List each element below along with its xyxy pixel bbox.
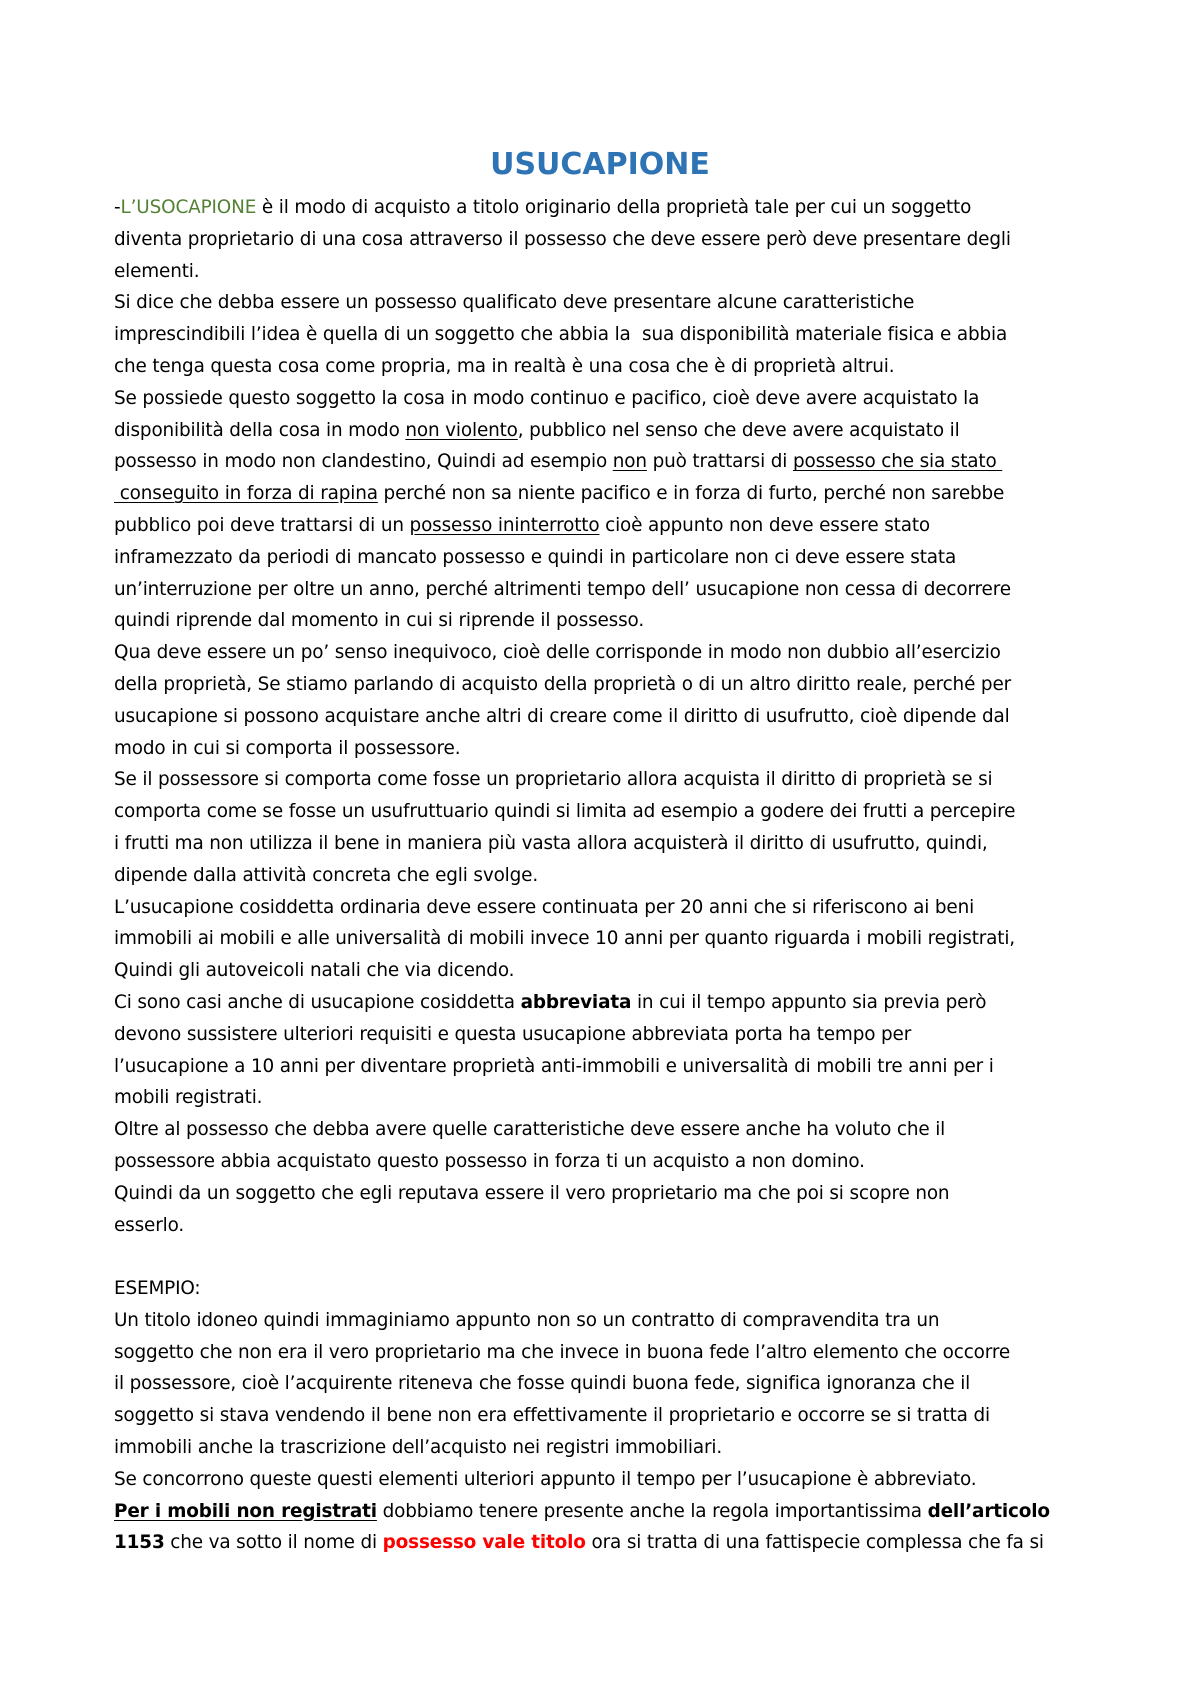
paragraph-unequivocal: Qua deve essere un po’ senso inequivoco, cioè delle corrisponde in modo non dubbio all’esercizio della proprietà, Se stiamo parlando di acquisto della proprietà o di un altro diritto reale, perché per usucapione si possono acquistare anche altri di creare come il diritto di usufrutto, cioè dipende dal modo in cui si comporta il possessore.: [114, 642, 1012, 759]
underlined-non: non: [612, 451, 647, 473]
red-possesso-vale-titolo: possesso vale titolo: [382, 1532, 586, 1554]
bold-article: dell’articolo 1153: [114, 1500, 1050, 1554]
underlined-ininterrotto: possesso ininterrotto: [409, 514, 600, 536]
paragraph-definition: [114, 197, 1011, 282]
underlined-non-violento: non violento: [405, 419, 518, 441]
paragraph-example: Un titolo idoneo quindi immaginiamo appunto non so un contratto di compravendita tra un soggetto che non era il vero proprietario ma che invece in buona fede l’altro elemento che occorre il possessore, cioè l’acquirente riteneva che fosse quindi buona fede, significa ignoranza che il soggetto si stava vendendo il bene non era effettivamente il proprietario e occorre se si tratta di immobili anche la trascrizione dell’acquisto nei registri immobiliari.: [114, 1309, 1011, 1459]
document-title: USUCAPIONE: [490, 147, 710, 182]
text-segment: dobbiamo tenere presente anche la regola importantissima: [376, 1500, 928, 1522]
dash-prefix: -: [114, 197, 121, 218]
term-usocapione: L’USOCAPIONE: [120, 197, 257, 218]
document-body: [114, 192, 1094, 1559]
paragraph-abbreviated-time: Se concorrono queste questi elementi ulteriori appunto il tempo per l’usucapione è abbreviato.: [114, 1468, 977, 1490]
text-segment: cioè appunto non deve essere stato inframezzato da periodi di mancato possesso e quindi in particolare non ci deve essere stata un’interruzione per oltre un anno, perché altrimenti tempo dell’ usucapione non cessa di decorrere quindi riprende dal momento in cui si riprende il possesso.: [114, 514, 1011, 632]
paragraph-true-owner: Quindi da un soggetto che egli reputava essere il vero proprietario ma che poi si scopre non esserlo.: [114, 1182, 950, 1236]
text-segment: ora si tratta di una fattispecie complessa che fa si: [585, 1532, 1044, 1554]
text-segment: Se possiede questo soggetto la cosa in modo continuo e pacifico, cioè deve avere acquistato la disponibilità della cosa in modo: [114, 387, 980, 441]
text-segment: in cui il tempo appunto sia previa però devono sussistere ulteriori requisiti e questa usucapione abbreviata porta ha tempo per l’usucapione a 10 anni per diventare proprietà anti-immobili e universalità di mobili tre anni per i mobili registrati.: [114, 991, 994, 1109]
underlined-rapina: possesso che sia stato conseguito in forza di rapina: [119, 451, 997, 505]
definition-text: è il modo di acquisto a titolo originario della proprietà tale per cui un soggetto diventa proprietario di una cosa attraverso il possesso che deve essere però deve presentare degli elementi.: [114, 197, 1011, 282]
text-segment: può trattarsi di: [646, 451, 793, 473]
text-segment: , pubblico nel senso che deve avere acquistato il possesso in modo non clandestino, Quindi ad esempio: [114, 419, 960, 473]
text-segment: perché non sa niente pacifico e in forza di furto, perché non sarebbe pubblico poi deve trattarsi di un: [114, 483, 1005, 536]
paragraph-article-1153: [114, 1501, 1050, 1554]
paragraph-characteristics: [114, 388, 1011, 632]
paragraph-non-domino: Oltre al possesso che debba avere quelle caratteristiche deve essere anche ha voluto che il possessore abbia acquistato questo possesso in forza ti un acquisto a non domino.: [114, 1119, 946, 1172]
example-heading: ESEMPIO:: [114, 1278, 201, 1300]
paragraph-ordinary-usucapione: L’usucapione cosiddetta ordinaria deve essere continuata per 20 anni che si riferiscono ai beni immobili ai mobili e alle universalità di mobili invece 10 anni per quanto riguarda i mobili registrati, Quindi gli autoveicoli natali che via dicendo.: [114, 896, 1015, 982]
paragraph-abbreviated: [114, 992, 994, 1108]
paragraph-qualified-possession: Si dice che debba essere un possesso qualificato deve presentare alcune caratteristiche imprescindibili l’idea è quella di un soggetto che abbia la sua disponibilità materiale fisica e abbia che tenga questa cosa come propria, ma in realtà è una cosa che è di proprietà altrui.: [114, 292, 1008, 377]
bold-abbreviata: abbreviata: [520, 991, 632, 1013]
paragraph-possessor-behavior: Se il possessore si comporta come fosse un proprietario allora acquista il diritto di proprietà se si comporta come se fosse un usufruttuario quindi si limita ad esempio a godere dei frutti a percepire i frutti ma non utilizza il bene in maniera più vasta allora acquisterà il diritto di usufrutto, quindi, dipende dalla attività concreta che egli svolge.: [114, 769, 1016, 886]
text-segment: che va sotto il nome di: [164, 1532, 383, 1554]
bold-underlined-mobili: Per i mobili non registrati: [114, 1500, 377, 1522]
text-segment: Ci sono casi anche di usucapione cosiddetta: [114, 991, 521, 1013]
